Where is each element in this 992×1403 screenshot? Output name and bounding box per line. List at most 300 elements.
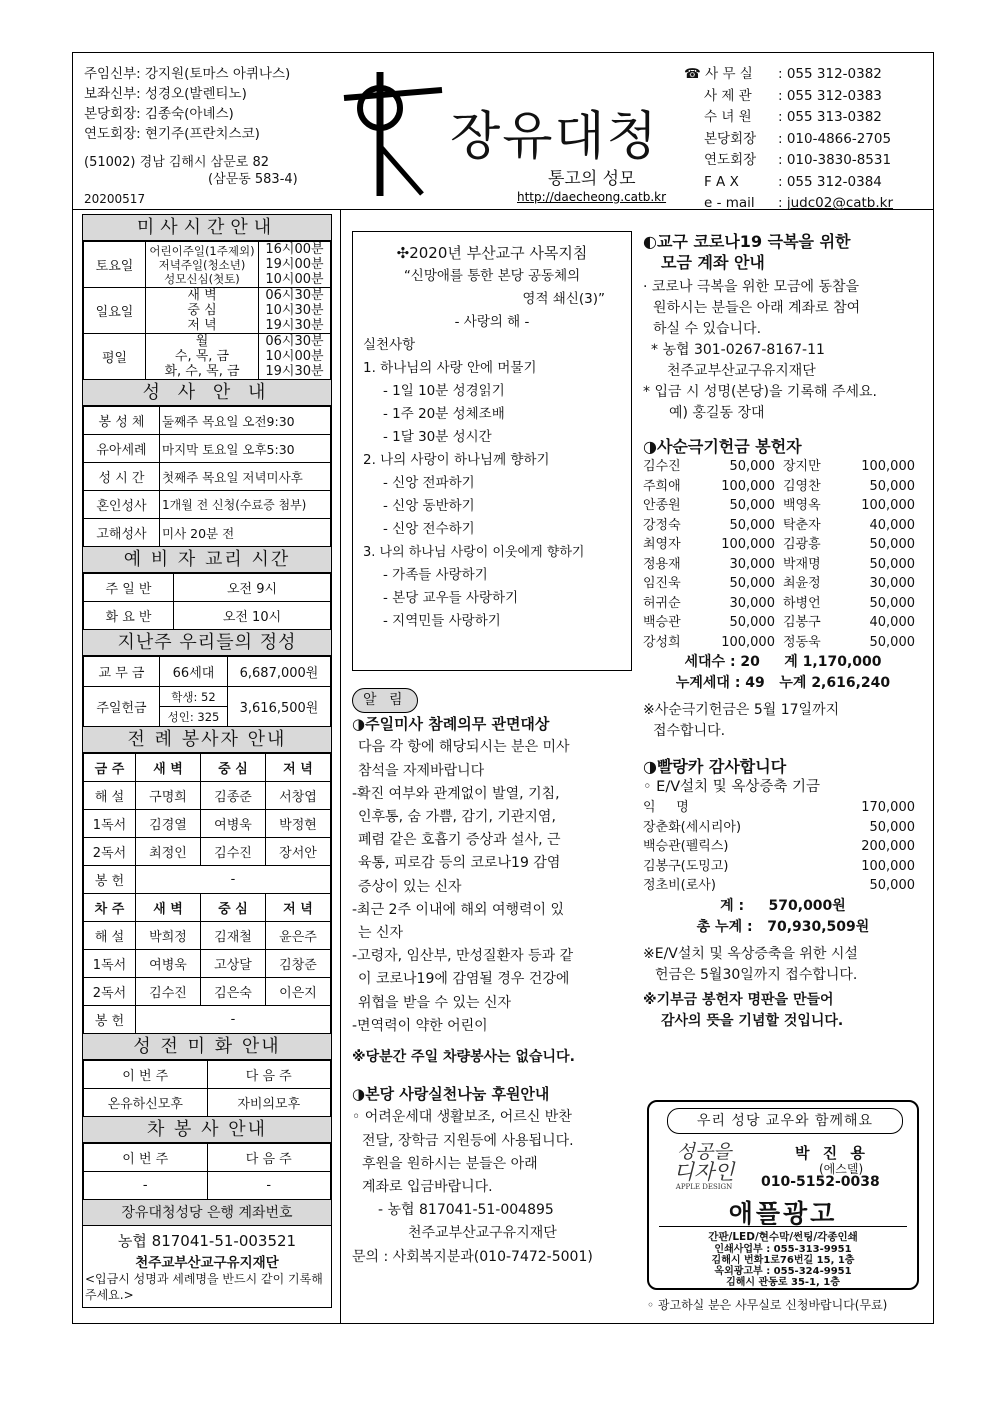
parking-heading: 차 봉 사 안내 — [83, 1117, 331, 1143]
table-cell: 김수진 — [201, 838, 266, 866]
table-cell: 박희정 — [136, 922, 201, 950]
ad-line: 인쇄사업부 : 055-313-9951 — [714, 1244, 852, 1255]
table-cell: 박재명 — [782, 556, 821, 572]
notice-line: - 농협 817041-51-004895 — [378, 1202, 554, 1219]
table-cell: 1독서 — [84, 810, 136, 838]
list-item: 2. 나의 사랑이 하나님께 향하기 — [363, 452, 550, 468]
notice-line: 문의 : 사회복지분과(010-7472-5001) — [352, 1248, 593, 1265]
staff-row: 본당회장: 김종숙(아녜스) — [84, 106, 234, 122]
mass-name: 중 심 — [187, 303, 217, 318]
table-cell: 성 시 간 — [84, 463, 160, 491]
table-cell: 새 벽 — [136, 754, 201, 782]
table-cell: 허귀순 — [643, 595, 681, 611]
covid-line: 하실 수 있습니다. — [653, 321, 762, 337]
table-cell: 1개월 전 신청(수료증 첨부) — [160, 491, 331, 519]
list-item: - 신앙 전파하기 — [383, 475, 475, 491]
table-cell: - — [136, 866, 331, 894]
column-divider — [340, 210, 341, 1324]
table-cell: 2독서 — [84, 838, 136, 866]
bank-note: <입금시 성명과 세례명을 반드시 같이 기록해 주세요.> — [85, 1272, 323, 1302]
address: (51002) 경남 김해시 삼문로 82 — [84, 155, 270, 170]
mass-name: 저녁주일(청소년) — [158, 257, 246, 272]
ad-phone: 010-5152-0038 — [761, 1174, 880, 1190]
contact-value: 055 312-0382 — [786, 66, 882, 82]
table-cell: 강정숙 — [643, 517, 681, 533]
lent-summary: 누계세대 : 49 누계 2,616,240 — [675, 675, 891, 691]
staff-name: 성경오(발렌티노) — [145, 86, 247, 102]
ad-contacts — [649, 1244, 917, 1288]
staff-role: 연도회장 — [84, 126, 137, 142]
table-cell: 50,000 — [869, 634, 915, 650]
table-cell: 30,000 — [729, 595, 775, 611]
practice-heading: 실천사항 — [363, 337, 416, 353]
staff-row: 주임신부: 강지원(토마스 아퀴나스) — [84, 66, 291, 82]
website-link[interactable]: http://daecheong.catb.kr — [517, 190, 667, 204]
table-cell: 금 주 — [84, 754, 136, 782]
table-cell: 50,000 — [869, 537, 915, 552]
notice-heading: ◑주일미사 참례의무 관면대상 — [352, 715, 550, 734]
table-cell: 중 심 — [201, 754, 266, 782]
notice-line: 위협을 받을 수 있는 신자 — [358, 994, 512, 1011]
contact-label: 수 녀 원 — [704, 109, 752, 125]
contact-label: 본당회장 — [704, 130, 757, 147]
notice-line: 후원을 원하시는 분들은 아래 — [362, 1155, 538, 1172]
table-cell: 30,000 — [869, 576, 915, 591]
table-row — [84, 866, 331, 894]
table-cell: 중 심 — [201, 894, 266, 922]
table-cell: 장지만 — [782, 459, 821, 474]
bank-account: 농협 817041-51-003521 — [117, 1232, 297, 1250]
table-cell: 해 설 — [84, 782, 136, 810]
ad-services: 간판/LED/현수막/썬팅/각종인쇄 — [659, 1226, 907, 1244]
address-detail: (삼문동 583-4) — [208, 172, 298, 187]
table-cell: 100,000 — [861, 858, 915, 874]
table-cell: 오전 9시 — [174, 574, 331, 602]
notice-line: -확진 여부와 관계없이 발열, 기침, — [352, 785, 560, 802]
list-item: - 가족들 사랑하기 — [383, 567, 488, 583]
table-cell: 김경열 — [136, 810, 201, 838]
table-row — [643, 535, 923, 555]
list-item: - 본당 교우들 사랑하기 — [383, 590, 519, 606]
mass-time: 19시30분 — [265, 364, 324, 379]
table-row — [84, 463, 331, 491]
table-cell: 김봉구 — [782, 615, 821, 630]
table-cell: 저 녁 — [266, 754, 331, 782]
pastoral-quote: “신망애를 통한 본당 공동체의 — [403, 268, 581, 284]
contact-label: 사 제 관 — [704, 87, 752, 104]
table-cell: 백승관 — [643, 615, 681, 630]
table-cell: 여병욱 — [201, 810, 266, 838]
table-row — [84, 950, 331, 978]
table-cell: 200,000 — [861, 839, 915, 854]
mass-times-heading: 미사시간안내 — [83, 215, 331, 241]
contact-label: ☎ 사 무 실 — [684, 66, 753, 82]
table-cell: 김광흥 — [782, 537, 821, 552]
table-row — [84, 334, 331, 380]
ad-logo-text: 디자인 — [673, 1160, 735, 1184]
left-column — [82, 214, 332, 1308]
contact-value: 055 313-0382 — [786, 109, 882, 125]
table-cell: 새 벽 — [136, 894, 201, 922]
bank-block — [83, 1226, 331, 1307]
table-row — [643, 876, 923, 896]
table-cell: 50,000 — [729, 517, 775, 533]
table-cell — [146, 242, 259, 288]
table-row — [84, 491, 331, 519]
mass-times-table — [83, 241, 331, 380]
table-cell: 김수진 — [136, 978, 201, 1006]
table-cell: 김봉구(도밍고) — [643, 858, 729, 874]
notice-line: 계좌로 입금바랍니다. — [362, 1179, 493, 1196]
table-cell: 박정현 — [266, 810, 331, 838]
thanks-heading: ◑빨랑카 감사합니다 — [643, 757, 787, 776]
table-cell: 이 번 주 — [84, 1061, 208, 1089]
table-cell: 이 번 주 — [84, 1144, 208, 1172]
table-row — [643, 633, 923, 653]
pastoral-quote: 영적 쇄신(3)” — [522, 291, 605, 307]
table-cell: 토요일 — [84, 242, 146, 288]
table-cell: 화 요 반 — [84, 602, 174, 630]
table-cell: 30,000 — [729, 556, 775, 572]
table-cell: 해 설 — [84, 922, 136, 950]
table-cell: - — [207, 1172, 331, 1200]
table-row — [643, 457, 923, 477]
staff-role: 보좌신부 — [84, 86, 137, 102]
contact-value: 010-4866-2705 — [786, 130, 892, 147]
mass-time: 10시00분 — [265, 272, 324, 287]
sacrament-heading: 성 사 안 내 — [83, 380, 331, 406]
notice-line: 는 신자 — [358, 925, 404, 942]
table-row — [84, 838, 331, 866]
table-cell: 50,000 — [869, 595, 915, 611]
table-cell: 차 주 — [84, 894, 136, 922]
masthead — [342, 66, 672, 206]
notice-line: 천주교부산교구유지재단 — [408, 1225, 557, 1242]
cross-logo-icon — [342, 66, 452, 201]
lent-table — [643, 457, 923, 652]
list-item: - 1주 20분 성체조배 — [383, 406, 505, 422]
table-cell: 100,000 — [721, 634, 775, 650]
table-row — [643, 574, 923, 594]
table-cell: 백승관(펠릭스) — [643, 839, 729, 854]
staff-row: 보좌신부: 성경오(발렌티노) — [84, 86, 247, 102]
table-cell: 온유하신모후 — [84, 1089, 208, 1117]
table-cell: 김창준 — [266, 950, 331, 978]
pastoral-title — [363, 242, 621, 265]
staff-block — [84, 64, 298, 188]
list-item: 3. 나의 하나님 사랑이 이웃에게 향하기 — [363, 545, 585, 560]
contact-value: 010-3830-8531 — [786, 152, 892, 168]
staff-name: 강지원(토마스 아퀴나스) — [145, 66, 291, 82]
notice-line: ◦ 어려운세대 생활보조, 어르신 반찬 — [352, 1109, 572, 1126]
table-row — [84, 1006, 331, 1034]
table-cell: 김영찬 — [782, 478, 821, 494]
table-row — [643, 798, 923, 818]
table-cell: 정동욱 — [782, 634, 821, 650]
table-cell: 유아세례 — [84, 435, 160, 463]
contact-label: 연도회장 — [704, 152, 757, 168]
table-cell: 최윤정 — [782, 576, 821, 591]
mass-time: 10시00분 — [265, 349, 324, 364]
table-cell: 평일 — [84, 334, 146, 380]
table-cell: - — [84, 1172, 208, 1200]
mass-name: 수, 목, 금 — [174, 349, 230, 364]
advertisement — [647, 1100, 919, 1290]
table-cell: 50,000 — [729, 576, 775, 591]
table-cell: 장서안 — [266, 838, 331, 866]
table-cell: 김재철 — [201, 922, 266, 950]
table-cell: 주 일 반 — [84, 574, 174, 602]
contact-row: ☎ 사 무 실 : 055 312-0382 — [684, 64, 893, 86]
notice-text — [352, 736, 634, 782]
contact-row: e - mail : judc02@catb.kr — [684, 193, 893, 215]
issue-date: 20200517 — [84, 192, 146, 206]
table-cell: 김수진 — [643, 459, 681, 474]
table-cell: 50,000 — [729, 498, 775, 513]
table-cell: 최영자 — [643, 537, 681, 552]
flower-table — [83, 1060, 331, 1117]
mass-time: 06시30분 — [265, 288, 324, 303]
table-cell: 여병욱 — [136, 950, 201, 978]
table-cell: 최정인 — [136, 838, 201, 866]
covid-line: 원하시는 분들은 아래 계좌로 참여 — [653, 300, 861, 316]
mass-time: 10시30분 — [265, 303, 324, 318]
table-cell: 정용재 — [643, 556, 681, 572]
table-row — [643, 516, 923, 536]
table-cell: 3,616,500원 — [228, 687, 331, 727]
table-cell: 50,000 — [869, 878, 915, 893]
table-cell: 교 무 금 — [84, 657, 160, 687]
staff-row: 연도회장: 현기주(프란치스코) — [84, 126, 260, 142]
ad-line: 김해시 관동로 35-1, 1층 — [726, 1277, 840, 1288]
contact-row: 수 녀 원 : 055 313-0382 — [684, 107, 893, 129]
table-cell: 익 명 — [643, 800, 689, 815]
table-row — [643, 837, 923, 857]
catechism-table — [83, 573, 331, 630]
table-cell: 안종원 — [643, 498, 681, 513]
covid-heading: ◐교구 코로나19 극복을 위한 — [643, 232, 851, 251]
list-item: - 신앙 동반하기 — [383, 498, 475, 514]
bank-heading: 장유대청성당 은행 계좌번호 — [83, 1200, 331, 1226]
table-row — [84, 922, 331, 950]
contact-value: 055 312-0383 — [786, 87, 882, 104]
thanks-note: ※기부금 봉헌자 명판을 만들어 — [643, 991, 834, 1008]
thanks-grand-total: 총 누계 : 70,930,509원 — [696, 918, 870, 935]
thanks-note: ※E/V설치 및 옥상증축을 위한 시설 — [643, 945, 858, 962]
contact-value: 055 312-0384 — [786, 173, 882, 190]
covid-line: · 코로나 극복을 위한 모금에 동참을 — [643, 279, 860, 295]
table-cell: 1독서 — [84, 950, 136, 978]
table-cell: 미사 20분 전 — [160, 519, 331, 547]
table-cell: 강성희 — [643, 634, 681, 650]
table-cell — [146, 288, 259, 334]
table-cell: 혼인성사 — [84, 491, 160, 519]
notice-bold: ※당분간 주일 차량봉사는 없습니다. — [352, 1049, 575, 1066]
table-cell: 김은숙 — [201, 978, 266, 1006]
sacrament-table — [83, 406, 331, 547]
contact-row: 본당회장 : 010-4866-2705 — [684, 129, 893, 151]
ad-logo — [659, 1142, 749, 1192]
table-row — [84, 657, 331, 687]
notice-line: 인후통, 숨 가쁨, 감기, 기관지염, — [358, 809, 556, 826]
notice-line: 육통, 피로감 등의 코로나19 감염 — [358, 855, 561, 872]
table-cell: 50,000 — [869, 478, 915, 494]
table-cell: 다 음 주 — [207, 1144, 331, 1172]
table-row — [643, 496, 923, 516]
table-row — [84, 810, 331, 838]
thanks-note: 헌금은 5월30일까지 접수합니다. — [655, 966, 858, 983]
table-cell: 다 음 주 — [207, 1061, 331, 1089]
notice-line: -최근 2주 이내에 해외 여행력이 있 — [352, 901, 565, 918]
table-cell: 마지막 토요일 오후5:30 — [160, 435, 331, 463]
covid-heading: 모금 계좌 안내 — [661, 253, 765, 272]
table-row — [84, 407, 331, 435]
table-row — [84, 602, 331, 630]
table-cell — [146, 334, 259, 380]
ad-logo-en: APPLE DESIGN — [675, 1183, 733, 1191]
parish-title: 장유대청 — [450, 107, 659, 167]
table-cell: 40,000 — [869, 615, 915, 630]
mass-time: 16시00분 — [265, 242, 324, 257]
lent-heading: ◑사순극기헌금 봉헌자 — [643, 437, 802, 456]
lent-summary: 세대수 : 20 계 1,170,000 — [684, 654, 882, 670]
table-cell: 100,000 — [721, 537, 775, 552]
table-row — [84, 574, 331, 602]
table-cell: 저 녁 — [266, 894, 331, 922]
table-cell: 첫째주 목요일 저녁미사후 — [160, 463, 331, 491]
table-cell: 정초비(로사) — [643, 878, 716, 893]
pastoral-year: - 사랑의 해 - — [454, 314, 530, 330]
table-cell: 성인: 325 — [160, 707, 228, 727]
contact-row: 사 제 관 : 055 312-0383 — [684, 86, 893, 108]
ad-footnote: ◦ 광고하실 분은 사무실로 신청바랍니다(무료) — [647, 1298, 888, 1312]
table-cell: 이은지 — [266, 978, 331, 1006]
notice-line: 전달, 장학금 지원등에 사용됩니다. — [362, 1132, 574, 1149]
notice-line: 폐렴 같은 호흡기 증상과 설사, 근 — [358, 832, 561, 849]
table-row — [84, 894, 331, 922]
ad-line: 옥외광고부 : 055-324-9951 — [714, 1266, 852, 1277]
mass-name: 새 벽 — [187, 288, 217, 303]
table-cell: 오전 10시 — [174, 602, 331, 630]
table-row — [643, 613, 923, 633]
table-cell: 장춘화(세시리아) — [643, 819, 742, 835]
table-cell: 백영옥 — [782, 498, 821, 513]
notice-line: 이 코로나19에 감염될 경우 건강에 — [358, 971, 570, 988]
table-cell: 50,000 — [729, 459, 775, 474]
mass-name: 성모신심(첫토) — [164, 271, 240, 286]
table-row — [84, 519, 331, 547]
mass-name: 화, 수, 목, 금 — [164, 364, 240, 379]
ad-title: 우리 성당 교우와 함께해요 — [667, 1108, 903, 1134]
table-cell: 고상달 — [201, 950, 266, 978]
table-row — [84, 435, 331, 463]
table-row — [643, 555, 923, 575]
table-cell: 일요일 — [84, 288, 146, 334]
table-cell — [259, 334, 331, 380]
notice-column — [352, 688, 634, 1269]
ad-brand: 애플광고 — [728, 1199, 838, 1228]
covid-line: * 농협 301-0267-8167-11 — [651, 342, 825, 358]
lent-note: ※사순극기헌금은 5월 17일까지 — [643, 702, 840, 718]
table-row — [84, 782, 331, 810]
offering-table — [83, 656, 331, 727]
parking-table — [83, 1143, 331, 1200]
notice-line: -고령자, 임산부, 만성질환자 등과 같 — [352, 948, 574, 965]
thanks-table — [643, 798, 923, 896]
thanks-total: 계 : 570,000원 — [720, 897, 846, 914]
liturgy-heading: 전 례 봉사자 안내 — [83, 727, 331, 753]
ad-line: 김해시 번화1로76번길 15, 1층 — [711, 1255, 855, 1266]
table-cell: 6,687,000원 — [228, 657, 331, 687]
table-cell: 170,000 — [861, 800, 915, 815]
diocese-logo-icon: ✣ — [396, 244, 410, 262]
table-cell: 2독서 — [84, 978, 136, 1006]
bank-holder: 천주교부산교구유지재단 — [135, 1255, 279, 1271]
notice-line: 참석을 자제바랍니다 — [358, 762, 485, 779]
table-cell: 둘째주 목요일 오전9:30 — [160, 407, 331, 435]
notice-line: 다음 각 항에 해당되시는 분은 미사 — [358, 739, 570, 756]
ad-logo-text: 성공을 — [676, 1141, 732, 1163]
table-cell: 주희애 — [643, 478, 681, 494]
liturgy-table-this-week — [83, 753, 331, 1034]
catechism-heading: 예 비 자 교리 시간 — [83, 547, 331, 573]
mass-time: 06시30분 — [265, 334, 324, 349]
offering-heading: 지난주 우리들의 정성 — [83, 630, 331, 656]
mass-name: 저 녁 — [187, 318, 217, 333]
staff-role: 주임신부 — [84, 66, 137, 82]
table-row — [84, 1172, 331, 1200]
table-cell: 김종준 — [201, 782, 266, 810]
table-row — [643, 594, 923, 614]
table-row — [84, 242, 331, 288]
staff-role: 본당회장 — [84, 106, 137, 122]
mass-name: 월 — [195, 334, 209, 349]
covid-line: * 입금 시 성명(본당)을 기록해 주세요. — [643, 384, 877, 400]
table-cell: 구명희 — [136, 782, 201, 810]
mass-name: 어린이주일(1주제외) — [149, 243, 255, 258]
table-cell: 서창엽 — [266, 782, 331, 810]
table-row — [84, 1089, 331, 1117]
email-link[interactable]: judc02@catb.kr — [786, 195, 894, 211]
table-row — [84, 687, 331, 707]
table-row — [84, 1144, 331, 1172]
pastoral-box — [352, 231, 632, 671]
table-row — [643, 477, 923, 497]
lent-note: 접수합니다. — [653, 723, 726, 739]
list-item: - 신앙 전수하기 — [383, 521, 475, 537]
table-cell: 50,000 — [729, 615, 775, 630]
staff-name: 김종숙(아녜스) — [145, 106, 234, 122]
notice-heading: ◑본당 사랑실천나눔 후원안내 — [352, 1085, 550, 1104]
parish-subtitle: 통고의 성모 — [548, 169, 636, 189]
table-row — [84, 754, 331, 782]
notice-label: 알 림 — [352, 688, 418, 713]
table-cell: 봉 성 체 — [84, 407, 160, 435]
notice-line: -면역력이 약한 어린이 — [352, 1017, 488, 1034]
table-cell: - — [136, 1006, 331, 1034]
ad-name: 박 진 용 — [795, 1144, 869, 1162]
contact-label: F A X — [704, 173, 739, 190]
contact-row: 연도회장 : 010-3830-8531 — [684, 150, 893, 172]
right-column — [643, 231, 923, 1032]
table-cell: 고해성사 — [84, 519, 160, 547]
thanks-note: 감사의 뜻을 기념할 것입니다. — [661, 1012, 844, 1029]
table-cell: 100,000 — [861, 459, 915, 474]
thanks-sub: ◦ E/V설치 및 옥상증축 기금 — [643, 779, 821, 795]
covid-line: 천주교부산교구유지재단 — [667, 363, 816, 379]
table-cell: 40,000 — [869, 517, 915, 533]
table-row — [84, 978, 331, 1006]
